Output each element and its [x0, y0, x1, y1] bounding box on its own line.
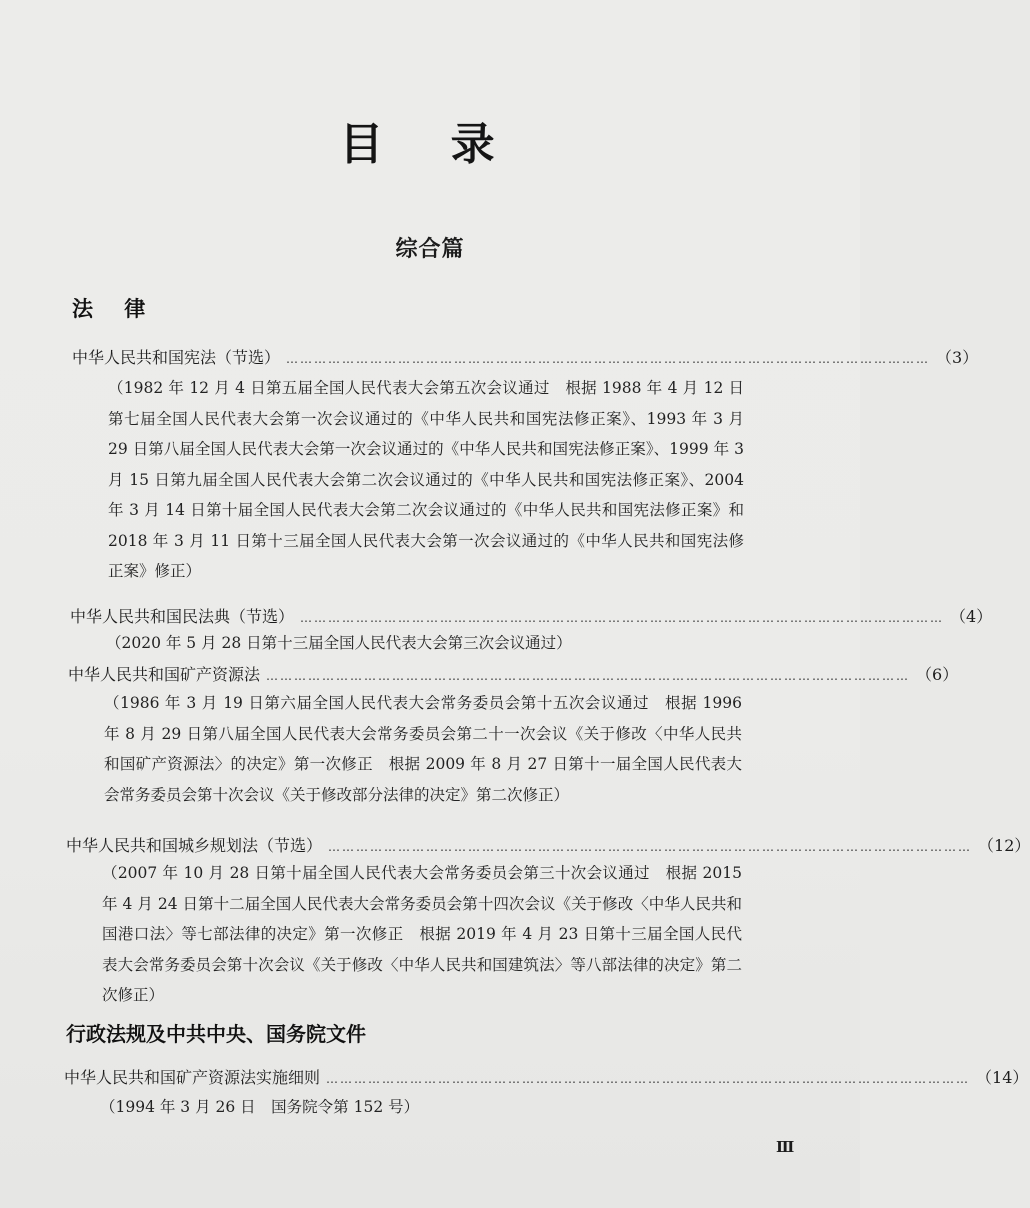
toc-entry[interactable] — [64, 1066, 1029, 1090]
toc-entry-page: （14） — [976, 1068, 1029, 1087]
toc-entry-page: （3） — [936, 348, 979, 367]
toc-entry[interactable] — [68, 663, 959, 687]
toc-entry[interactable] — [66, 834, 1030, 858]
toc-entry-page: （6） — [916, 665, 959, 684]
leader-dots: ………………………………………………………………………………………………………………………… — [328, 840, 973, 854]
section-heading-law: 法 律 — [72, 296, 158, 321]
toc-entry-title: 中华人民共和国宪法（节选） — [72, 348, 281, 367]
toc-entry[interactable] — [72, 346, 979, 370]
toc-entry-page: （4） — [950, 607, 993, 626]
toc-entry-note: （1986 年 3 月 19 日第六届全国人民代表大会常务委员会第十五次会议通过 根据 1996 年 8 月 29 日第八届全国人民代表大会常务委员会第二十一次会议《关于修改〈中华人民共和国矿产资源法〉的决定》第一次修正 根据 2009 年 8 月 27 日第十一届全国人民代表大会常务委员会第十次会议《关于修改部分法律的决定》第二次修正） — [104, 694, 742, 804]
part-title: 综合篇 — [395, 237, 465, 262]
toc-entry-title: 中华人民共和国矿产资源法实施细则 — [64, 1068, 321, 1087]
toc-entry-note: （1994 年 3 月 26 日 国务院令第 152 号） — [100, 1098, 420, 1116]
toc-entry-title: 中华人民共和国矿产资源法 — [68, 665, 261, 684]
toc-entry-page: （12） — [978, 836, 1030, 855]
leader-dots: ………………………………………………………………………………………………………………………… — [326, 1072, 971, 1086]
leader-dots: ………………………………………………………………………………………………………………………… — [300, 611, 945, 625]
section-heading-regulations: 行政法规及中共中央、国务院文件 — [66, 1022, 366, 1046]
page-title: 目 录 — [339, 119, 521, 170]
toc-entry-note: （2020 年 5 月 28 日第十三届全国人民代表大会第三次会议通过） — [106, 634, 572, 652]
leader-dots: ………………………………………………………………………………………………………………………… — [266, 669, 911, 683]
page-number: Ⅲ — [776, 1138, 794, 1156]
toc-entry-note: （2007 年 10 月 28 日第十届全国人民代表大会常务委员会第三十次会议通过 根据 2015 年 4 月 24 日第十二届全国人民代表大会常务委员会第十四次会议《关于修改〈中华人民共和国港口法〉等七部法律的决定》第一次修正 根据 2019 年 4 月 23 日第十三届全国人民代表大会常务委员会第十次会议《关于修改〈中华人民共和国建筑法〉等八部法律的决定》第二次修正） — [102, 864, 742, 1004]
leader-dots: ………………………………………………………………………………………………………………………… — [286, 352, 931, 366]
toc-entry-title: 中华人民共和国民法典（节选） — [70, 607, 295, 626]
toc-entry[interactable] — [70, 605, 993, 629]
toc-entry-title: 中华人民共和国城乡规划法（节选） — [66, 836, 323, 855]
toc-entry-note: （1982 年 12 月 4 日第五届全国人民代表大会第五次会议通过 根据 1988 年 4 月 12 日第七届全国人民代表大会第一次会议通过的《中华人民共和国宪法修正案》、1993 年 3 月 29 日第八届全国人民代表大会第一次会议通过的《中华人民共和国宪法修正案》、1999 年 3 月 15 日第九届全国人民代表大会第二次会议通过的《中华人民共和国宪法修正案》、2004 年 3 月 14 日第十届全国人民代表大会第二次会议通过的《中华人民共和国宪法修正案》和 2018 年 3 月 11 日第十三届全国人民代表大会第一次会议通过的《中华人民共和国宪法修正案》修正） — [108, 379, 744, 580]
